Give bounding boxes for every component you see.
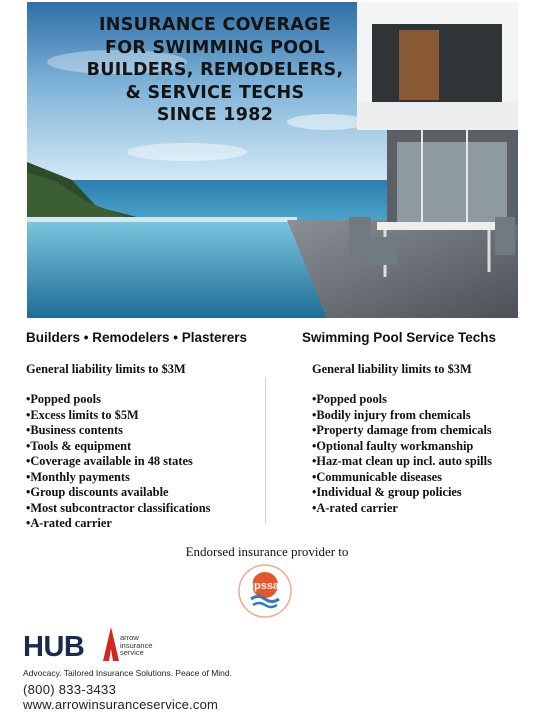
list-item: • Bodily injury from chemicals: [312, 408, 527, 424]
list-item: • Optional faulty workmanship: [312, 439, 527, 455]
website-link[interactable]: www.arrowinsuranceservice.com: [23, 697, 219, 712]
liability-limit: General liability limits to $3M: [312, 362, 472, 376]
list-item: • Tools & equipment: [26, 439, 256, 455]
phone-number[interactable]: (800) 833-3433: [23, 682, 117, 697]
list-item: • Most subcontractor classifications: [26, 501, 256, 517]
footer-logos: [23, 627, 223, 663]
list-item: • Monthly payments: [26, 470, 256, 486]
list-item: • Group discounts available: [26, 485, 256, 501]
list-item: • Business contents: [26, 423, 256, 439]
list-item: • A-rated carrier: [26, 516, 256, 532]
hero-title-line: INSURANCE COVERAGE: [98, 15, 331, 35]
liability-limit: General liability limits to $3M: [26, 362, 186, 376]
hero-title-line: & SERVICE TECHS: [125, 82, 305, 103]
list-item: • Haz-mat clean up incl. auto spills: [312, 454, 527, 470]
column-divider: [265, 377, 266, 524]
arrow-logo-text: [120, 634, 153, 657]
builders-heading: Builders • Remodelers • Plasterers: [26, 330, 248, 345]
list-item: • Coverage available in 48 states: [26, 454, 256, 470]
hero-title-line: BUILDERS, REMODELERS,: [86, 60, 344, 80]
arrow-logo-line: service: [120, 648, 144, 657]
endorsement-text: Endorsed insurance provider to: [185, 544, 349, 559]
ipssa-logo-text: ipssa: [250, 580, 280, 592]
tagline: Advocacy. Tailored Insurance Solutions. Peace of Mind.: [23, 668, 232, 678]
hero-title: [55, 14, 375, 127]
list-item: • Property damage from chemicals: [312, 423, 527, 439]
list-item: • Communicable diseases: [312, 470, 527, 486]
hub-logo: HUB: [23, 631, 85, 663]
arrow-logo-line: insurance: [120, 640, 153, 650]
list-item: • Individual & group policies: [312, 485, 527, 501]
hero-title-line: SINCE 1982: [156, 105, 274, 125]
arrow-logo-icon: [103, 627, 119, 661]
service-techs-coverage-list: [312, 362, 527, 516]
arrow-logo-line: arrow: [120, 633, 139, 642]
service-techs-heading: Swimming Pool Service Techs: [302, 330, 497, 345]
list-item: • Popped pools: [312, 392, 527, 408]
builders-coverage-list: [26, 362, 256, 532]
list-item: • Excess limits to $5M: [26, 408, 256, 424]
list-item: • A-rated carrier: [312, 501, 527, 517]
hero-image: [27, 2, 518, 318]
list-item: • Popped pools: [26, 392, 256, 408]
ipssa-logo: [237, 563, 293, 619]
hero-title-line: FOR SWIMMING POOL: [104, 37, 326, 58]
